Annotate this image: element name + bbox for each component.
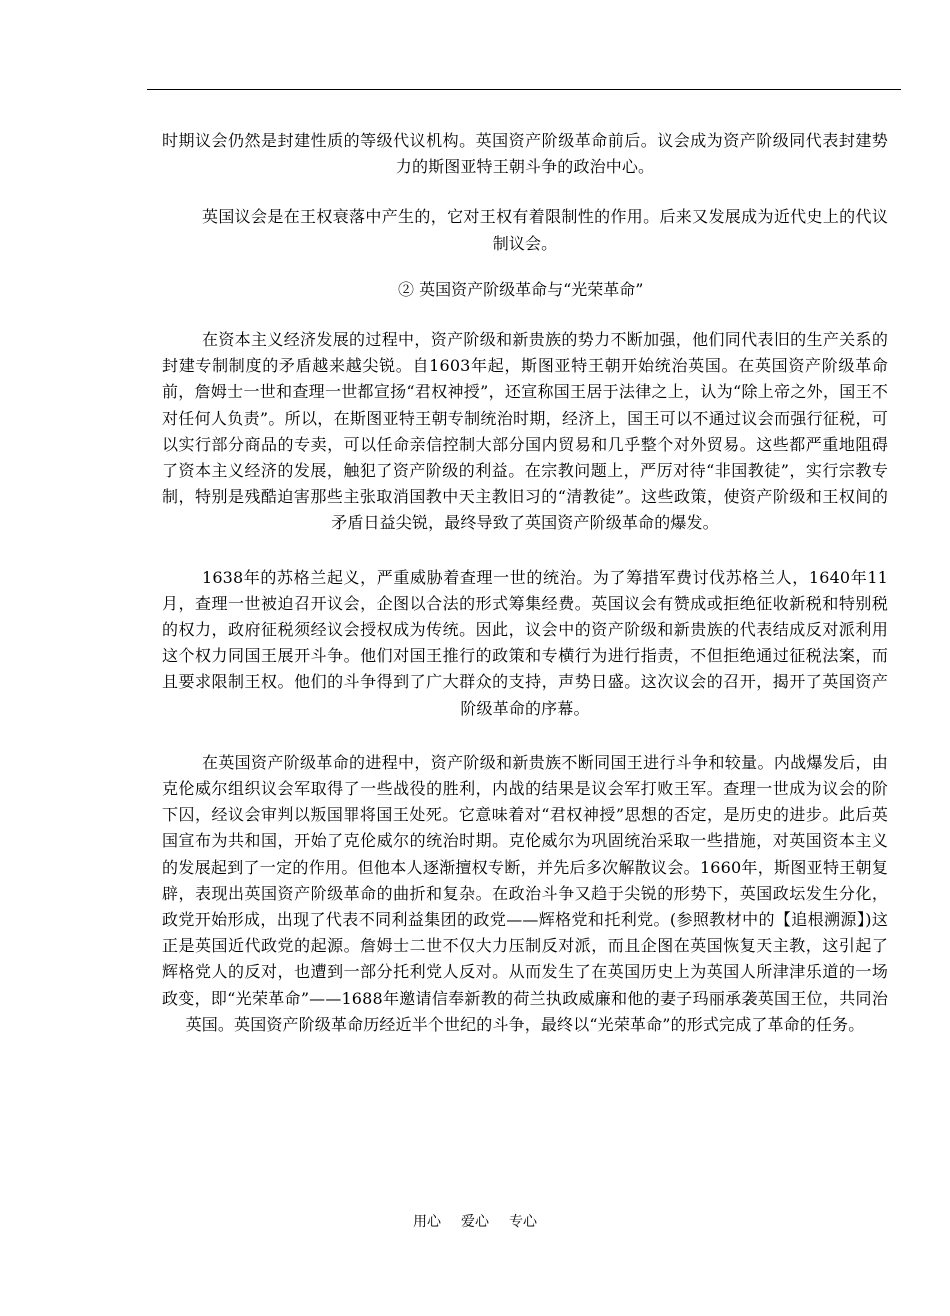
footer-word: 专心 — [509, 1214, 537, 1230]
header-rule — [147, 89, 901, 90]
footer-word: 爱心 — [461, 1214, 489, 1230]
paragraph-parliament-center: 时期议会仍然是封建性质的等级代议机构。英国资产阶级革命前后。议会成为资产阶级同代表封建势力的斯图亚特王朝斗争的政治中心。 — [162, 131, 888, 177]
document-body — [162, 128, 888, 1038]
footer-word: 用心 — [413, 1214, 441, 1230]
paragraph-glorious-revolution: 在英国资产阶级革命的进程中，资产阶级和新贵族不断同国王进行斗争和较量。内战爆发后，由克伦威尔组织议会军取得了一些战役的胜利，内战的结果是议会军打败王军。查理一世成为议会的阶下囚，经议会审判以叛国罪将国王处死。它意味着对“君权神授”思想的否定，是历史的进步。此后英国宣布为共和国，开始了克伦威尔的统治时期。克伦威尔为巩固统治采取一些措施，对英国资本主义的发展起到了一定的作用。但他本人逐渐擅权专断，并先后多次解散议会。1660年，斯图亚特王朝复辟，表现出英国资产阶级革命的曲折和复杂。在政治斗争又趋于尖锐的形势下，英国政坛发生分化，政党开始形成，出现了代表不同利益集团的政党——辉格党和托利党。(参照教材中的【追根溯源】)这正是英国近代政党的起源。詹姆士二世不仅大力压制反对派，而且企图在英国恢复天主教，这引起了辉格党人的反对，也遭到一部分托利党人反对。从而发生了在英国历史上为英国人所津津乐道的一场政变，即“光荣革命”——1688年邀请信奉新教的荷兰执政威廉和他的妻子玛丽承袭英国王位，共同治英国。英国资产阶级革命历经近半个世纪的斗争，最终以“光荣革命”的形式完成了革命的任务。 — [162, 752, 888, 1034]
paragraph-parliament-origin: 英国议会是在王权衰落中产生的，它对王权有着限制性的作用。后来又发展成为近代史上的代议制议会。 — [202, 207, 888, 253]
page-footer — [0, 1212, 950, 1232]
paragraph-revolution-causes: 在资本主义经济发展的过程中，资产阶级和新贵族的势力不断加强，他们同代表旧的生产关系的封建专制制度的矛盾越来越尖锐。自1603年起，斯图亚特王朝开始统治英国。在英国资产阶级革命前，詹姆士一世和查理一世都宣扬“君权神授”，还宣称国王居于法律之上，认为“除上帝之外，国王不对任何人负责”。所以，在斯图亚特王朝专制统治时期，经济上，国王可以不通过议会而强行征税，可以实行部分商品的专卖，可以任命亲信控制大部分国内贸易和几乎整个对外贸易。这些都严重地阻碍了资本主义经济的发展，触犯了资产阶级的利益。在宗教问题上，严厉对待“非国教徒”，实行宗教专制，特别是残酷迫害那些主张取消国教中天主教旧习的“清教徒”。这些政策，使资产阶级和王权间的矛盾日益尖锐，最终导致了英国资产阶级革命的爆发。 — [162, 330, 888, 533]
paragraph-scottish-uprising: 1638年的苏格兰起义，严重威胁着查理一世的统治。为了筹措军费讨伐苏格兰人，1640年11月，查理一世被迫召开议会，企图以合法的形式筹集经费。英国议会有赞成或拒绝征收新税和特别税的权力，政府征税须经议会授权成为传统。因此，议会中的资产阶级和新贵族的代表结成反对派利用这个权力同国王展开斗争。他们对国王推行的政策和专横行为进行指责，不但拒绝通过征税法案，而且要求限制王权。他们的斗争得到了广大群众的支持，声势日盛。这次议会的召开，揭开了英国资产阶级革命的序幕。 — [162, 567, 888, 718]
section-heading: ② 英国资产阶级革命与“光荣革命” — [398, 279, 644, 299]
